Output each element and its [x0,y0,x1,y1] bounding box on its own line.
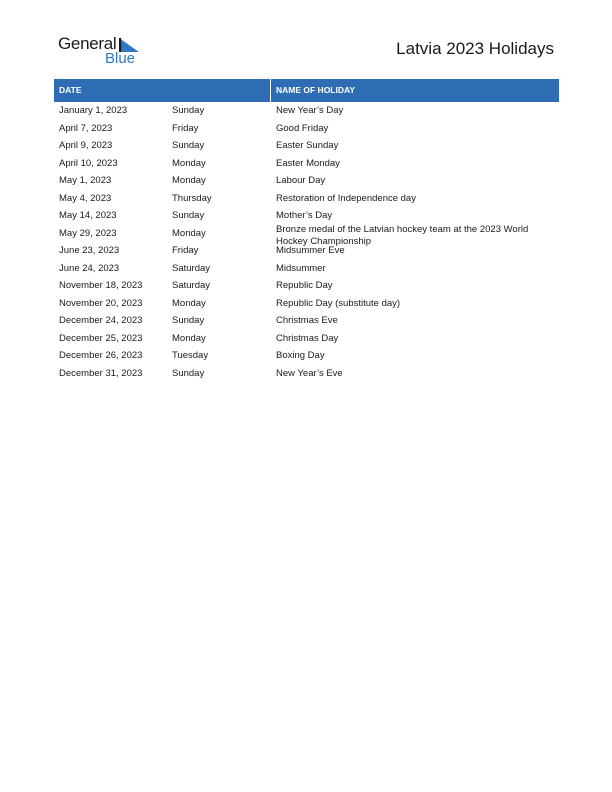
holiday-date: December 24, 2023 [59,315,143,326]
holiday-name: Restoration of Independence day [276,192,416,204]
holiday-weekday: Monday [172,227,206,239]
holiday-date: December 31, 2023 [59,367,143,379]
holiday-date: June 24, 2023 [59,262,120,274]
holiday-weekday: Tuesday [172,350,209,361]
holiday-date: January 1, 2023 [59,105,128,116]
holiday-weekday: Monday [172,175,206,186]
column-header-date: DATE [59,85,82,95]
holiday-name: Boxing Day [276,350,325,361]
holiday-date: May 29, 2023 [59,227,117,239]
table-row [54,207,559,225]
holiday-weekday: Sunday [172,367,205,379]
table-row [54,120,559,138]
table-row [54,260,559,278]
holiday-date: November 20, 2023 [59,297,143,309]
holiday-date: December 25, 2023 [59,332,143,344]
holiday-name: Christmas Eve [276,315,338,326]
holiday-name: Republic Day [276,280,333,291]
holiday-name: Midsummer Eve [276,245,345,256]
holiday-name: Christmas Day [276,332,339,344]
holiday-weekday: Monday [172,297,206,309]
holiday-date: April 7, 2023 [59,122,113,134]
table-body [54,102,559,382]
logo-text-general: General [58,34,117,53]
holiday-weekday: Thursday [172,192,212,204]
table-row [54,295,559,313]
holiday-weekday: Friday [172,122,199,134]
table-row [54,330,559,348]
holiday-name: New Year’s Eve [276,367,343,379]
holiday-date: May 1, 2023 [59,175,112,186]
holiday-name: Labour Day [276,175,326,186]
holiday-table [54,79,559,382]
table-row [54,312,559,330]
holiday-weekday: Saturday [172,262,211,274]
table-row [54,172,559,190]
page-title: Latvia 2023 Holidays [396,39,554,58]
holiday-name: Easter Monday [276,157,340,169]
table-row [54,223,559,247]
column-header-name: NAME OF HOLIDAY [276,85,356,95]
holiday-weekday: Sunday [172,140,205,151]
holiday-name: Bronze medal of the Latvian hockey team at the 2023 World Hockey Championship [276,223,529,247]
table-row [54,137,559,155]
table-row [54,190,559,208]
holiday-weekday: Sunday [172,210,205,221]
logo-text-blue: Blue [105,50,136,67]
holiday-date: December 26, 2023 [59,350,143,361]
table-row [54,242,559,260]
holiday-name: Midsummer [276,262,326,274]
holiday-date: May 14, 2023 [59,210,117,221]
holiday-weekday: Friday [172,245,199,256]
holiday-weekday: Saturday [172,280,211,291]
holiday-name: Good Friday [276,122,329,134]
table-row [54,277,559,295]
holiday-date: May 4, 2023 [59,192,112,204]
generalblue-logo [58,34,148,68]
table-header [54,79,559,102]
table-row [54,155,559,173]
table-row [54,365,559,383]
holiday-name: New Year’s Day [276,105,344,116]
table-row [54,347,559,365]
holiday-name: Republic Day (substitute day) [276,297,401,309]
holiday-weekday: Sunday [172,105,205,116]
holiday-weekday: Monday [172,332,206,344]
holiday-date: June 23, 2023 [59,245,120,256]
table-row [54,102,559,120]
holiday-date: April 10, 2023 [59,157,118,169]
holiday-date: November 18, 2023 [59,280,143,291]
holiday-name: Mother’s Day [276,210,333,221]
holiday-weekday: Monday [172,157,206,169]
holiday-weekday: Sunday [172,315,205,326]
header-divider [270,79,271,102]
holiday-name: Easter Sunday [276,140,339,151]
holiday-date: April 9, 2023 [59,140,113,151]
